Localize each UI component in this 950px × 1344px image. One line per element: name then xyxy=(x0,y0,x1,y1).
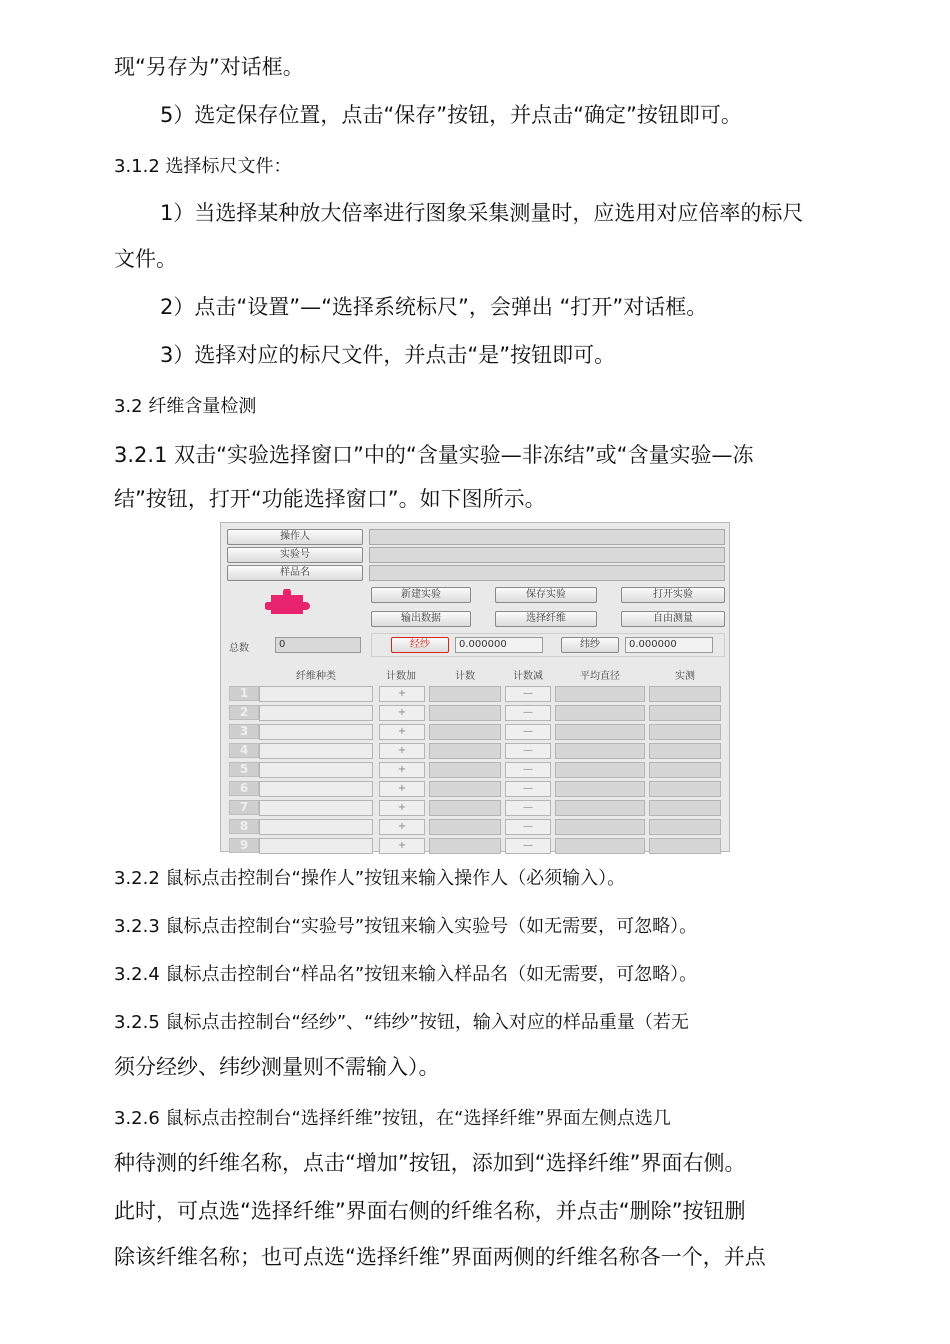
experiment-no-button[interactable]: 实验号 xyxy=(227,547,363,563)
count-sub-button[interactable]: — xyxy=(505,724,551,740)
table-row xyxy=(221,780,731,799)
measured-cell xyxy=(649,762,721,778)
function-select-window-screenshot xyxy=(220,522,730,852)
paragraph-line: 5）选定保存位置，点击“保存”按钮，并点击“确定”按钮即可。 xyxy=(160,103,742,127)
table-row xyxy=(221,837,731,856)
column-header-measured: 实测 xyxy=(675,671,695,682)
row-number: 3 xyxy=(229,724,259,739)
operator-button[interactable]: 操作人 xyxy=(227,529,363,545)
fiber-name-cell[interactable] xyxy=(259,781,373,797)
avg-diameter-cell xyxy=(555,705,645,721)
table-row xyxy=(221,742,731,761)
warp-button[interactable]: 经纱 xyxy=(391,637,449,653)
row-number: 6 xyxy=(229,781,259,796)
paragraph-line: 2）点击“设置”—“选择系统标尺”，会弹出 “打开”对话框。 xyxy=(160,295,708,319)
measured-cell xyxy=(649,743,721,759)
open-experiment-button[interactable]: 打开实验 xyxy=(621,587,725,603)
count-cell xyxy=(429,781,501,797)
count-sub-button[interactable]: — xyxy=(505,705,551,721)
column-header-count-sub: 计数减 xyxy=(513,671,543,682)
table-row xyxy=(221,799,731,818)
count-add-button[interactable]: + xyxy=(379,762,425,778)
table-row xyxy=(221,818,731,837)
fiber-name-cell[interactable] xyxy=(259,686,373,702)
count-add-button[interactable]: + xyxy=(379,819,425,835)
avg-diameter-cell xyxy=(555,762,645,778)
measured-cell xyxy=(649,724,721,740)
row-number: 7 xyxy=(229,800,259,815)
count-sub-button[interactable]: — xyxy=(505,743,551,759)
measured-cell xyxy=(649,800,721,816)
total-value: 0 xyxy=(275,637,361,653)
experiment-no-field[interactable] xyxy=(369,547,725,563)
count-add-button[interactable]: + xyxy=(379,800,425,816)
fiber-name-cell[interactable] xyxy=(259,743,373,759)
row-number: 2 xyxy=(229,705,259,720)
table-row xyxy=(221,723,731,742)
fiber-name-cell[interactable] xyxy=(259,724,373,740)
count-add-button[interactable]: + xyxy=(379,838,425,854)
count-sub-button[interactable]: — xyxy=(505,819,551,835)
paragraph-line: 现“另存为”对话框。 xyxy=(114,55,304,79)
count-sub-button[interactable]: — xyxy=(505,762,551,778)
weft-value[interactable]: 0.000000 xyxy=(625,637,713,653)
paragraph-line: 结”按钮，打开“功能选择窗口”。如下图所示。 xyxy=(114,487,546,511)
total-label: 总数 xyxy=(229,643,249,654)
paragraph-line: 3.2.4 鼠标点击控制台“样品名”按钮来输入样品名（如无需要，可忽略）。 xyxy=(114,964,698,985)
avg-diameter-cell xyxy=(555,838,645,854)
paragraph-line: 3.2.3 鼠标点击控制台“实验号”按钮来输入实验号（如无需要，可忽略）。 xyxy=(114,916,698,937)
count-cell xyxy=(429,762,501,778)
paragraph-line: 3）选择对应的标尺文件，并点击“是”按钮即可。 xyxy=(160,343,616,367)
count-sub-button[interactable]: — xyxy=(505,838,551,854)
measured-cell xyxy=(649,838,721,854)
row-number: 1 xyxy=(229,686,259,701)
row-number: 8 xyxy=(229,819,259,834)
table-row xyxy=(221,704,731,723)
fiber-name-cell[interactable] xyxy=(259,762,373,778)
section-heading: 3.2 纤维含量检测 xyxy=(114,396,257,417)
paragraph-line: 3.2.2 鼠标点击控制台“操作人”按钮来输入操作人（必须输入）。 xyxy=(114,868,626,889)
measured-cell xyxy=(649,819,721,835)
weft-button[interactable]: 纬纱 xyxy=(561,637,619,653)
avg-diameter-cell xyxy=(555,743,645,759)
paragraph-line: 1）当选择某种放大倍率进行图象采集测量时，应选用对应倍率的标尺 xyxy=(160,201,804,225)
sample-name-button[interactable]: 样品名 xyxy=(227,565,363,581)
count-add-button[interactable]: + xyxy=(379,686,425,702)
avg-diameter-cell xyxy=(555,800,645,816)
count-cell xyxy=(429,705,501,721)
column-header-count-add: 计数加 xyxy=(386,671,416,682)
measured-cell xyxy=(649,781,721,797)
paragraph-line: 3.2.5 鼠标点击控制台“经纱”、“纬纱”按钮，输入对应的样品重量（若无 xyxy=(114,1012,689,1033)
fiber-name-cell[interactable] xyxy=(259,819,373,835)
free-measure-button[interactable]: 自由测量 xyxy=(621,611,725,627)
measured-cell xyxy=(649,686,721,702)
count-add-button[interactable]: + xyxy=(379,781,425,797)
new-experiment-button[interactable]: 新建实验 xyxy=(371,587,471,603)
avg-diameter-cell xyxy=(555,819,645,835)
count-cell xyxy=(429,686,501,702)
measured-cell xyxy=(649,705,721,721)
sample-name-field[interactable] xyxy=(369,565,725,581)
count-sub-button[interactable]: — xyxy=(505,686,551,702)
paragraph-line: 此时，可点选“选择纤维”界面右侧的纤维名称，并点击“删除”按钮删 xyxy=(114,1199,746,1223)
paragraph-line: 3.2.6 鼠标点击控制台“选择纤维”按钮，在“选择纤维”界面左侧点选几 xyxy=(114,1108,671,1129)
warp-value[interactable]: 0.000000 xyxy=(455,637,543,653)
count-add-button[interactable]: + xyxy=(379,705,425,721)
save-experiment-button[interactable]: 保存实验 xyxy=(495,587,597,603)
select-fiber-button[interactable]: 选择纤维 xyxy=(495,611,597,627)
row-number: 9 xyxy=(229,838,259,853)
count-add-button[interactable]: + xyxy=(379,724,425,740)
count-cell xyxy=(429,724,501,740)
count-cell xyxy=(429,743,501,759)
column-header-count: 计数 xyxy=(455,671,475,682)
operator-field[interactable] xyxy=(369,529,725,545)
row-number: 4 xyxy=(229,743,259,758)
avg-diameter-cell xyxy=(555,781,645,797)
count-cell xyxy=(429,800,501,816)
avg-diameter-cell xyxy=(555,686,645,702)
table-row xyxy=(221,761,731,780)
puzzle-logo-icon xyxy=(265,589,315,615)
paragraph-line: 种待测的纤维名称，点击“增加”按钮，添加到“选择纤维”界面右侧。 xyxy=(114,1151,746,1175)
section-heading: 3.1.2 选择标尺文件： xyxy=(114,156,292,177)
paragraph-line: 须分经纱、纬纱测量则不需输入）。 xyxy=(114,1055,440,1079)
column-header-fiber-type: 纤维种类 xyxy=(296,671,336,682)
paragraph-line: 3.2.1 双击“实验选择窗口”中的“含量实验—非冻结”或“含量实验—冻 xyxy=(114,443,754,467)
avg-diameter-cell xyxy=(555,724,645,740)
fiber-name-cell[interactable] xyxy=(259,705,373,721)
export-data-button[interactable]: 输出数据 xyxy=(371,611,471,627)
count-cell xyxy=(429,819,501,835)
paragraph-line: 除该纤维名称；也可点选“选择纤维”界面两侧的纤维名称各一个，并点 xyxy=(114,1245,766,1269)
fiber-name-cell[interactable] xyxy=(259,838,373,854)
count-sub-button[interactable]: — xyxy=(505,800,551,816)
count-sub-button[interactable]: — xyxy=(505,781,551,797)
table-row xyxy=(221,685,731,704)
count-cell xyxy=(429,838,501,854)
row-number: 5 xyxy=(229,762,259,777)
paragraph-line: 文件。 xyxy=(114,247,177,271)
fiber-name-cell[interactable] xyxy=(259,800,373,816)
column-header-avg-diameter: 平均直径 xyxy=(580,671,620,682)
count-add-button[interactable]: + xyxy=(379,743,425,759)
